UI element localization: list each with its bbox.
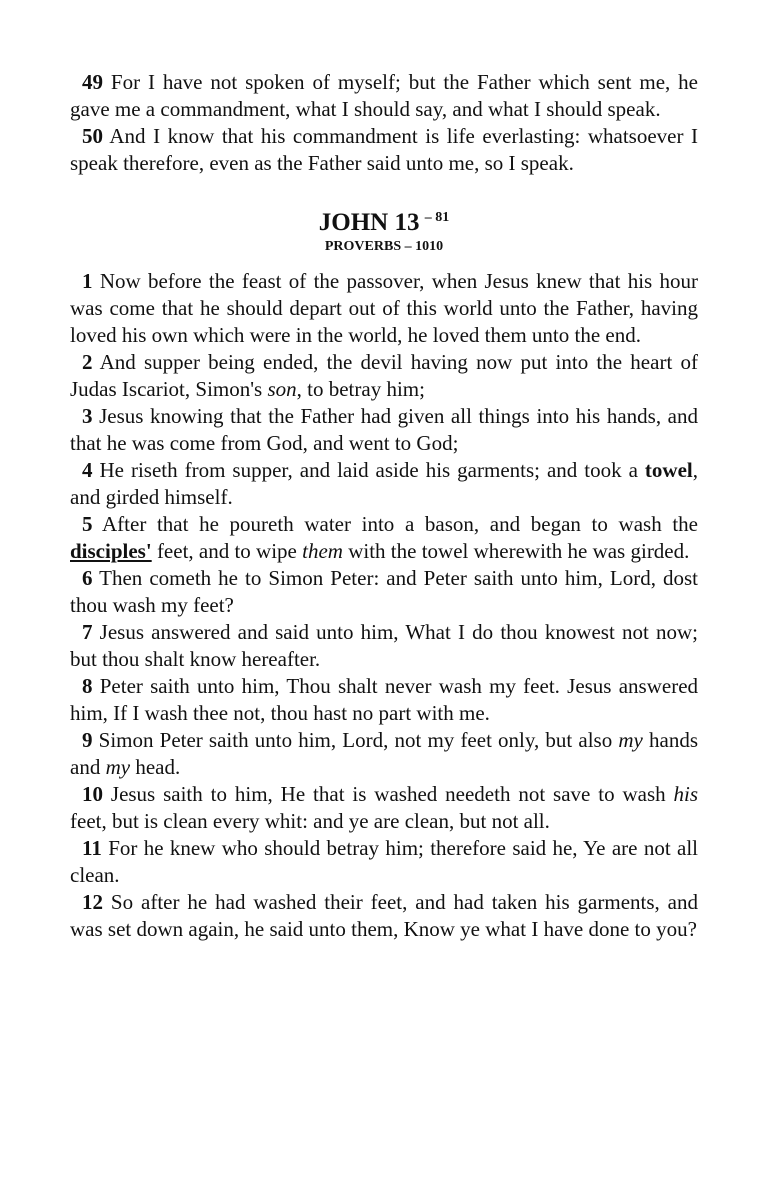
chapter-title-line <box>70 204 698 238</box>
verse-text: Simon Peter saith unto him, Lord, not my feet only, but also <box>98 728 619 752</box>
verse-text: For I have not spoken of myself; but the Father which sent me, he gave me a commandment, what I should say, and what I should speak. <box>70 70 698 121</box>
verse-text: So after he had washed their feet, and had taken his garments, and was set down again, he said unto them, Know ye what I have done to you? <box>70 890 699 941</box>
verse-number: 50 <box>82 124 103 148</box>
verse-50 <box>70 123 698 177</box>
verse-text: He riseth from supper, and laid aside his garments; and took a <box>99 458 645 482</box>
verse-text: And supper being ended, the devil having now put into the heart of Judas Iscariot, Simon's <box>70 350 698 401</box>
verse-number: 9 <box>82 728 93 752</box>
bold-word: towel <box>644 458 693 482</box>
verse-number: 12 <box>82 890 103 914</box>
chapter-subtitle: PROVERBS – 1010 <box>324 239 444 254</box>
verse-5 <box>70 511 698 565</box>
chapter-title: JOHN 13 <box>318 209 420 236</box>
page-content <box>70 69 698 943</box>
verse-text: Then cometh he to Simon Peter: and Peter saith unto him, Lord, dost thou wash my feet? <box>70 566 698 617</box>
verse-10 <box>70 781 698 835</box>
verse-text: feet, and to wipe <box>151 539 303 563</box>
verse-text: Jesus saith to him, He that is washed needeth not save to wash <box>110 782 674 806</box>
verse-text: Jesus knowing that the Father had given all things into his hands, and that he was come from God, and went to God; <box>70 404 698 455</box>
italic-word: them <box>302 539 343 563</box>
verse-11 <box>70 835 698 889</box>
verse-1 <box>70 268 698 349</box>
verse-number: 3 <box>82 404 93 428</box>
verse-number: 11 <box>82 836 102 860</box>
verse-12 <box>70 889 698 943</box>
verse-number: 10 <box>82 782 103 806</box>
verse-text: with the towel wherewith he was girded. <box>342 539 690 563</box>
italic-word: my <box>618 728 643 752</box>
bold-underlined-word: disciples' <box>70 539 152 563</box>
verse-text: , and girded himself. <box>70 458 698 509</box>
verse-number: 5 <box>82 512 93 536</box>
verse-6 <box>70 565 698 619</box>
verse-text: , to betray him; <box>296 377 425 401</box>
verse-number: 1 <box>82 269 93 293</box>
italic-word: son <box>267 377 297 401</box>
verse-49 <box>70 69 698 123</box>
verse-3 <box>70 403 698 457</box>
verse-4 <box>70 457 698 511</box>
verse-text: Jesus answered and said unto him, What I do thou knowest not now; but thou shalt know hereafter. <box>70 620 698 671</box>
verse-text: head. <box>130 755 181 779</box>
verse-number: 2 <box>82 350 93 374</box>
verse-8 <box>70 673 698 727</box>
verse-number: 7 <box>82 620 93 644</box>
verse-text: Now before the feast of the passover, when Jesus knew that his hour was come that he should depart out of this world unto the Father, having loved his own which were in the world, he loved them unto the end. <box>70 269 699 347</box>
verse-text: After that he poureth water into a bason, and began to wash the <box>102 512 699 536</box>
italic-word: his <box>673 782 699 806</box>
verse-number: 49 <box>82 70 103 94</box>
italic-word: my <box>105 755 131 779</box>
verse-text: Peter saith unto him, Thou shalt never wash my feet. Jesus answered him, If I wash thee not, thou hast no part with me. <box>70 674 699 725</box>
verse-text: And I know that his commandment is life everlasting: whatsoever I speak therefore, even as the Father said unto me, so I speak. <box>70 124 699 175</box>
chapter-heading <box>70 204 698 256</box>
verse-number: 6 <box>82 566 93 590</box>
verse-2 <box>70 349 698 403</box>
verse-text: feet, but is clean every whit: and ye are clean, but not all. <box>70 809 550 833</box>
verse-7 <box>70 619 698 673</box>
chapter-superscript: – 81 <box>424 210 450 225</box>
verse-number: 8 <box>82 674 93 698</box>
verse-text: For he knew who should betray him; therefore said he, Ye are not all clean. <box>70 836 698 887</box>
verse-9 <box>70 727 698 781</box>
verse-text: hands and <box>70 728 699 779</box>
verse-number: 4 <box>82 458 93 482</box>
